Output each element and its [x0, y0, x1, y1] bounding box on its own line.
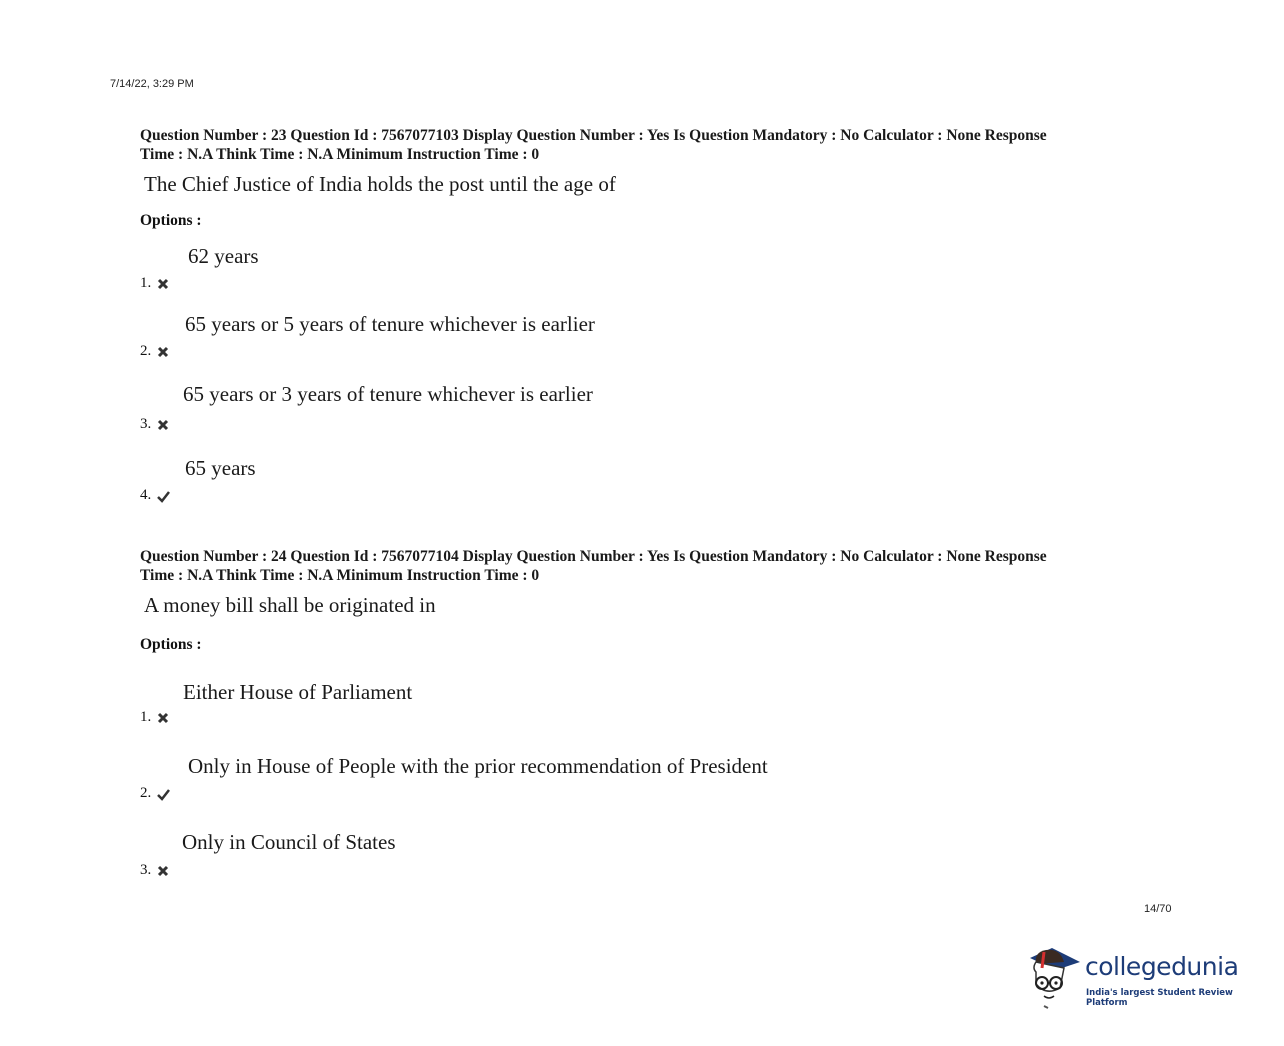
cross-icon: [156, 864, 170, 878]
question-meta-line2: Time : N.A Think Time : N.A Minimum Instruction Time : 0: [140, 146, 540, 163]
option-item: [140, 244, 1040, 291]
question-text: A money bill shall be originated in: [144, 593, 436, 617]
option-item: [140, 754, 1040, 801]
option-item: [140, 456, 1040, 503]
question-meta-line1: Question Number : 23 Question Id : 7567077103 Display Question Number : Yes Is Question Mandatory : No Calculator : None Response: [140, 127, 1047, 144]
option-number: 3.: [140, 416, 152, 432]
option-item: [140, 312, 1040, 359]
mascot-icon: [1022, 938, 1084, 1010]
question-meta: [140, 547, 1170, 585]
cross-icon: [156, 418, 170, 432]
question-meta-line2: Time : N.A Think Time : N.A Minimum Instruction Time : 0: [140, 567, 540, 584]
question-block-23: [140, 126, 1170, 230]
option-number: 2.: [140, 785, 152, 801]
logo-wordmark: collegedunia: [1085, 952, 1239, 981]
print-timestamp: 7/14/22, 3:29 PM: [110, 78, 194, 90]
page-number: 14/70: [1144, 903, 1172, 915]
logo-tagline: India's largest Student Review Platform: [1086, 988, 1233, 1008]
option-text: Only in Council of States: [182, 830, 396, 854]
cross-icon: [156, 277, 170, 291]
check-icon: [156, 489, 170, 503]
question-meta-line1: Question Number : 24 Question Id : 7567077104 Display Question Number : Yes Is Question Mandatory : No Calculator : None Response: [140, 548, 1047, 565]
options-label: Options :: [140, 636, 202, 653]
option-text: 65 years or 5 years of tenure whichever is earlier: [185, 312, 595, 336]
option-number: 3.: [140, 862, 152, 878]
option-number: 2.: [140, 343, 152, 359]
check-icon: [156, 787, 170, 801]
cross-icon: [156, 711, 170, 725]
option-item: [140, 382, 1040, 432]
cross-icon: [156, 345, 170, 359]
option-text: 62 years: [188, 244, 259, 268]
option-text: 65 years or 3 years of tenure whichever is earlier: [183, 382, 593, 406]
option-item: [140, 830, 1040, 878]
option-number: 1.: [140, 709, 152, 725]
option-item: [140, 680, 1040, 725]
option-text: Only in House of People with the prior recommendation of President: [188, 754, 768, 778]
collegedunia-logo[interactable]: [1022, 938, 1262, 1010]
options-label: Options :: [140, 212, 202, 229]
option-number: 1.: [140, 275, 152, 291]
question-block-24: [140, 547, 1170, 654]
option-text: 65 years: [185, 456, 256, 480]
option-number: 4.: [140, 487, 152, 503]
option-text: Either House of Parliament: [183, 680, 413, 704]
question-meta: [140, 126, 1170, 164]
question-text: The Chief Justice of India holds the post until the age of: [144, 172, 616, 196]
